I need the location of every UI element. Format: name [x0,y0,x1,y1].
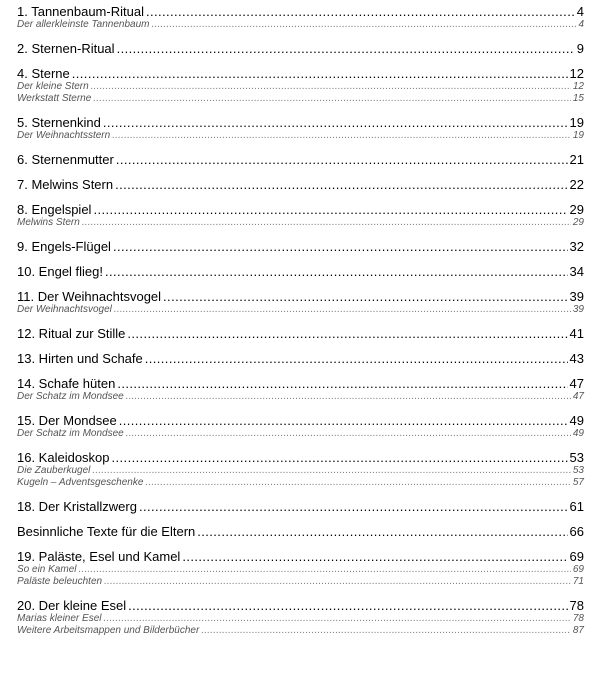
toc-entry-title: 6. Sternenmutter [17,152,114,167]
toc-subentry-page-number: 4 [578,19,584,30]
toc-entry[interactable] [17,326,584,341]
toc-entry-page-number: 9 [576,41,584,56]
toc-subentry[interactable] [17,81,584,93]
toc-section [17,413,584,440]
toc-subentry-title: Paläste beleuchten [17,576,103,587]
toc-entry-title: 2. Sternen-Ritual [17,41,115,56]
toc-entry[interactable] [17,598,584,613]
toc-entry[interactable] [17,289,584,304]
toc-subentry-page-number: 49 [572,428,584,439]
toc-entry-title: 8. Engelspiel [17,202,92,217]
dot-leader [126,391,571,403]
toc-entry-page-number: 61 [569,499,584,514]
toc-entry-page-number: 4 [576,4,584,19]
toc-subentry[interactable] [17,19,584,31]
toc-subentry-page-number: 53 [572,465,584,476]
toc-entry[interactable] [17,376,584,391]
toc-entry-title: 10. Engel flieg! [17,264,104,279]
toc-entry[interactable] [17,4,584,19]
toc-entry-title: 11. Der Weihnachtsvogel [17,289,162,304]
dot-leader [139,499,568,514]
toc-subentry-title: So ein Kamel [17,564,77,575]
toc-entry-page-number: 69 [569,549,584,564]
toc-subentry-title: Der Weihnachtsvogel [17,304,112,315]
dot-leader [128,598,567,613]
toc-subentry[interactable] [17,391,584,403]
toc-subentry[interactable] [17,217,584,229]
toc-entry-page-number: 43 [569,351,584,366]
toc-section [17,450,584,489]
toc-subentry-title: Marias kleiner Esel [17,613,102,624]
toc-entry[interactable] [17,202,584,217]
toc-subentry-page-number: 29 [572,217,584,228]
toc-entry-page-number: 34 [569,264,584,279]
toc-entry[interactable] [17,115,584,130]
dot-leader [93,93,571,105]
toc-entry[interactable] [17,450,584,465]
dot-leader [105,264,568,279]
toc-entry-title: 18. Der Kristallzwerg [17,499,137,514]
toc-subentry-title: Der allerkleinste Tannenbaum [17,19,150,30]
toc-subentry-title: Der Schatz im Mondsee [17,391,124,402]
dot-leader [92,465,571,477]
toc-section [17,239,584,254]
toc-subentry-title: Kugeln – Adventsgeschenke [17,477,144,488]
toc-section [17,4,584,31]
toc-subentry-page-number: 15 [572,93,584,104]
dot-leader [182,549,567,564]
toc-subentry-page-number: 39 [572,304,584,315]
toc-entry-title: 9. Engels-Flügel [17,239,111,254]
dot-leader [197,524,567,539]
dot-leader [152,19,577,31]
toc-entry-title: 13. Hirten und Schafe [17,351,143,366]
dot-leader [82,217,571,229]
toc-subentry-page-number: 87 [572,625,584,636]
dot-leader [145,351,568,366]
toc-section [17,115,584,142]
toc-entry-page-number: 21 [569,152,584,167]
dot-leader [117,41,575,56]
toc-entry[interactable] [17,264,584,279]
toc-entry[interactable] [17,549,584,564]
toc-entry-page-number: 66 [569,524,584,539]
toc-subentry[interactable] [17,576,584,588]
toc-entry[interactable] [17,239,584,254]
toc-section [17,177,584,192]
toc-section [17,549,584,588]
toc-entry-title: 12. Ritual zur Stille [17,326,126,341]
toc-entry-page-number: 41 [569,326,584,341]
dot-leader [127,326,567,341]
toc-subentry-page-number: 57 [572,477,584,488]
toc-subentry[interactable] [17,564,584,576]
dot-leader [119,413,568,428]
toc-section [17,376,584,403]
toc-subentry[interactable] [17,477,584,489]
dot-leader [103,115,568,130]
toc-subentry[interactable] [17,613,584,625]
toc-entry[interactable] [17,351,584,366]
dot-leader [78,564,570,576]
toc-subentry-page-number: 12 [572,81,584,92]
dot-leader [114,304,571,316]
toc-entry-page-number: 53 [569,450,584,465]
toc-entry-page-number: 78 [569,598,584,613]
toc-subentry[interactable] [17,465,584,477]
toc-section [17,264,584,279]
toc-entry[interactable] [17,41,584,56]
toc-entry-page-number: 39 [569,289,584,304]
dot-leader [126,428,571,440]
toc-subentry-page-number: 71 [572,576,584,587]
dot-leader [117,376,567,391]
toc-subentry[interactable] [17,304,584,316]
toc-subentry-title: Die Zauberkugel [17,465,91,476]
dot-leader [112,130,571,142]
dot-leader [163,289,567,304]
toc-subentry-title: Melwins Stern [17,217,80,228]
toc-section [17,202,584,229]
toc-section [17,524,584,539]
toc-entry-title: Besinnliche Texte für die Eltern [17,524,196,539]
toc-entry-title: 20. Der kleine Esel [17,598,127,613]
toc-subentry-title: Der Weihnachtsstern [17,130,111,141]
toc-entry[interactable] [17,66,584,81]
toc-section [17,598,584,637]
toc-subentry-page-number: 19 [572,130,584,141]
toc-section [17,326,584,341]
toc-subentry-title: Weitere Arbeitsmappen und Bilderbücher [17,625,200,636]
toc-entry-title: 19. Paläste, Esel und Kamel [17,549,181,564]
toc-entry-title: 4. Sterne [17,66,70,81]
dot-leader [72,66,568,81]
toc-entry-page-number: 49 [569,413,584,428]
toc-subentry-title: Der Schatz im Mondsee [17,428,124,439]
toc-entry[interactable] [17,524,584,539]
toc-entry[interactable] [17,413,584,428]
toc-subentry-page-number: 69 [572,564,584,575]
dot-leader [93,202,567,217]
toc-section [17,351,584,366]
dot-leader [115,177,567,192]
toc-entry-page-number: 22 [569,177,584,192]
toc-section [17,152,584,167]
dot-leader [113,239,568,254]
toc-subentry[interactable] [17,428,584,440]
dot-leader [91,81,571,93]
toc-entry-page-number: 32 [569,239,584,254]
toc-entry-page-number: 19 [569,115,584,130]
toc-entry-title: 14. Schafe hüten [17,376,116,391]
toc-entry-page-number: 12 [569,66,584,81]
toc-entry[interactable] [17,152,584,167]
dot-leader [116,152,568,167]
dot-leader [103,613,570,625]
dot-leader [145,477,570,489]
dot-leader [104,576,571,588]
toc-subentry[interactable] [17,93,584,105]
toc-section [17,499,584,514]
toc-entry[interactable] [17,499,584,514]
dot-leader [146,4,575,19]
dot-leader [201,625,571,637]
toc-subentry-page-number: 78 [572,613,584,624]
toc-subentry[interactable] [17,625,584,637]
toc-subentry-page-number: 47 [572,391,584,402]
toc-section [17,289,584,316]
toc-entry-page-number: 29 [569,202,584,217]
toc-entry-title: 15. Der Mondsee [17,413,117,428]
toc-entry-title: 16. Kaleidoskop [17,450,110,465]
toc-entry[interactable] [17,177,584,192]
toc-section [17,41,584,56]
toc-subentry-title: Werkstatt Sterne [17,93,92,104]
dot-leader [112,450,568,465]
toc-subentry-title: Der kleine Stern [17,81,89,92]
toc-subentry[interactable] [17,130,584,142]
table-of-contents [17,4,584,647]
toc-entry-title: 1. Tannenbaum-Ritual [17,4,144,19]
toc-entry-title: 5. Sternenkind [17,115,101,130]
toc-section [17,66,584,105]
toc-entry-title: 7. Melwins Stern [17,177,114,192]
toc-entry-page-number: 47 [569,376,584,391]
